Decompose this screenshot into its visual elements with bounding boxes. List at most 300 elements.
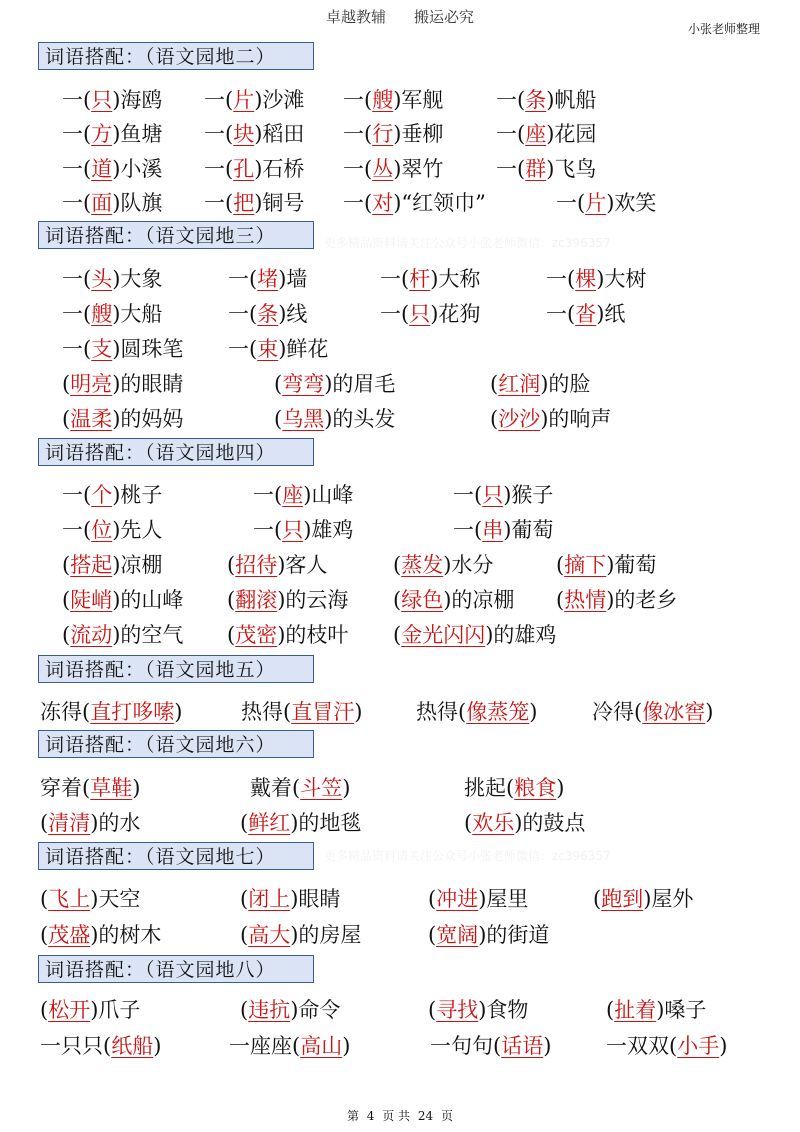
- answer-text: 直冒汗: [291, 700, 355, 724]
- prompt-text: )小溪: [112, 157, 163, 181]
- word-pair: [380, 262, 480, 296]
- word-pair: [62, 618, 183, 652]
- answer-text: 沙沙: [498, 407, 541, 431]
- prompt-text: ): [543, 1034, 552, 1058]
- prompt-text: )鲜花: [278, 337, 329, 361]
- prompt-text: )桃子: [112, 483, 163, 507]
- prompt-text: (: [490, 407, 499, 431]
- answer-text: 艘: [91, 302, 113, 326]
- answer-text: 对: [372, 191, 394, 215]
- answer-text: 陡峭: [70, 588, 113, 612]
- word-pair: [393, 548, 493, 582]
- answer-text: 头: [91, 267, 113, 291]
- prompt-text: (: [62, 372, 71, 396]
- footer-label: 页: [441, 1109, 454, 1123]
- answer-text: 只: [482, 483, 504, 507]
- prompt-text: 一(: [62, 267, 92, 291]
- prompt-text: )凉棚: [112, 553, 163, 577]
- word-pair: [62, 152, 162, 186]
- word-pair: [204, 83, 304, 117]
- answer-text: 摘下: [564, 553, 607, 577]
- section-title: 词语搭配：（语文园地二）: [38, 42, 314, 70]
- prompt-text: 一(: [204, 157, 234, 181]
- prompt-text: (: [40, 887, 49, 911]
- section-title: 词语搭配：（语文园地五）: [38, 655, 314, 683]
- watermark: 更多精品资料请关注公众号小张老师微信：zc396357: [324, 849, 611, 863]
- prompt-text: (: [240, 923, 249, 947]
- answer-text: 话语: [501, 1034, 544, 1058]
- prompt-text: (: [556, 553, 565, 577]
- prompt-text: )的街道: [478, 923, 550, 947]
- prompt-text: )食物: [478, 998, 529, 1022]
- exercise-row: [0, 297, 800, 331]
- prompt-text: )的眼睛: [112, 372, 184, 396]
- footer-page-number: 4: [366, 1109, 375, 1123]
- word-pair: [241, 695, 362, 729]
- prompt-text: )眼睛: [290, 887, 341, 911]
- word-pair: [204, 117, 304, 151]
- prompt-text: )的凉棚: [443, 588, 515, 612]
- word-pair: [227, 618, 348, 652]
- section-title: 词语搭配：（语文园地八）: [38, 955, 314, 983]
- answer-text: 片: [585, 191, 607, 215]
- prompt-text: )军舰: [393, 88, 444, 112]
- answer-text: 冲进: [436, 887, 479, 911]
- exercise-row: [0, 882, 800, 916]
- prompt-text: 一(: [253, 483, 283, 507]
- prompt-text: (: [428, 923, 437, 947]
- prompt-text: 冻得(: [40, 700, 91, 724]
- answer-text: 欢乐: [472, 811, 515, 835]
- answer-text: 位: [91, 518, 113, 542]
- prompt-text: )欢笑: [606, 191, 657, 215]
- prompt-text: (: [393, 623, 402, 647]
- answer-text: 翻滚: [235, 588, 278, 612]
- prompt-text: (: [40, 923, 49, 947]
- prompt-text: (: [240, 811, 249, 835]
- word-pair: [430, 1029, 551, 1063]
- prompt-text: 一(: [343, 191, 373, 215]
- prompt-text: )屋里: [478, 887, 529, 911]
- prompt-text: (: [606, 998, 615, 1022]
- exercise-row: [0, 1029, 800, 1063]
- exercise-row: [0, 367, 800, 401]
- prompt-text: )的空气: [112, 623, 184, 647]
- prompt-text: ): [354, 700, 363, 724]
- word-pair: [274, 402, 395, 436]
- prompt-text: )命令: [290, 998, 341, 1022]
- word-pair: [62, 367, 183, 401]
- word-pair: [229, 1029, 350, 1063]
- prompt-text: 一(: [62, 302, 92, 326]
- word-pair: [40, 882, 140, 916]
- exercise-row: [0, 513, 800, 547]
- answer-text: 斗笠: [300, 776, 343, 800]
- word-pair: [204, 186, 304, 220]
- word-pair: [40, 918, 161, 952]
- prompt-text: )的响声: [540, 407, 612, 431]
- prompt-text: 一(: [546, 267, 576, 291]
- prompt-text: 一(: [228, 337, 258, 361]
- prompt-text: (: [62, 623, 71, 647]
- prompt-text: (: [393, 588, 402, 612]
- prompt-text: (: [428, 998, 437, 1022]
- prompt-text: 一(: [496, 122, 526, 146]
- answer-text: 温柔: [70, 407, 113, 431]
- header-center-text: 搬运必究: [414, 8, 475, 26]
- prompt-text: )爪子: [90, 998, 141, 1022]
- answer-text: 像冰窖: [642, 700, 706, 724]
- exercise-row: [0, 186, 800, 220]
- prompt-text: ): [153, 1034, 162, 1058]
- footer-total-pages: 24: [417, 1109, 434, 1123]
- answer-text: 方: [91, 122, 113, 146]
- answer-text: 金光闪闪: [401, 623, 486, 647]
- answer-text: 粮食: [514, 776, 557, 800]
- word-pair: [240, 993, 340, 1027]
- prompt-text: )猴子: [503, 483, 554, 507]
- exercise-row: [0, 583, 800, 617]
- section-title: 词语搭配：（语文园地四）: [38, 438, 314, 466]
- page-footer: [0, 1107, 800, 1124]
- answer-text: 流动: [70, 623, 113, 647]
- answer-text: 宽阔: [436, 923, 479, 947]
- footer-label: 第: [346, 1109, 359, 1123]
- prompt-text: )的头发: [324, 407, 396, 431]
- prompt-text: )帆船: [546, 88, 597, 112]
- prompt-text: 一(: [343, 88, 373, 112]
- word-pair: [464, 806, 585, 840]
- word-pair: [343, 152, 443, 186]
- word-pair: [227, 583, 348, 617]
- answer-text: 鲜红: [248, 811, 291, 835]
- answer-text: 杆: [409, 267, 431, 291]
- prompt-text: (: [593, 887, 602, 911]
- prompt-text: )花园: [546, 122, 597, 146]
- section-title: 词语搭配：（语文园地三）: [38, 221, 314, 249]
- prompt-text: )屋外: [643, 887, 694, 911]
- exercise-row: [0, 806, 800, 840]
- prompt-text: )海鸥: [112, 88, 163, 112]
- prompt-text: )石桥: [254, 157, 305, 181]
- prompt-text: )水分: [443, 553, 494, 577]
- prompt-text: (: [428, 887, 437, 911]
- answer-text: 清清: [48, 811, 91, 835]
- word-pair: [62, 513, 162, 547]
- answer-text: 纸船: [111, 1034, 154, 1058]
- answer-text: 扯着: [614, 998, 657, 1022]
- answer-text: 群: [525, 157, 547, 181]
- prompt-text: ): [719, 1034, 728, 1058]
- prompt-text: 一(: [343, 122, 373, 146]
- word-pair: [453, 478, 553, 512]
- prompt-text: ): [342, 1034, 351, 1058]
- answer-text: 堵: [257, 267, 279, 291]
- word-pair: [593, 882, 693, 916]
- word-pair: [40, 695, 182, 729]
- prompt-text: 一(: [204, 191, 234, 215]
- prompt-text: )雄鸡: [303, 518, 354, 542]
- prompt-text: )的脸: [540, 372, 591, 396]
- word-pair: [428, 918, 549, 952]
- word-pair: [490, 367, 590, 401]
- prompt-text: (: [240, 998, 249, 1022]
- prompt-text: (: [240, 887, 249, 911]
- prompt-text: )大象: [112, 267, 163, 291]
- answer-text: 棵: [575, 267, 597, 291]
- exercise-row: [0, 83, 800, 117]
- prompt-text: )的水: [90, 811, 141, 835]
- prompt-text: 一(: [546, 302, 576, 326]
- prompt-text: )鱼塘: [112, 122, 163, 146]
- prompt-text: )的雄鸡: [485, 623, 557, 647]
- header-center: [0, 6, 800, 27]
- prompt-text: 冷得(: [592, 700, 643, 724]
- exercise-row: [0, 117, 800, 151]
- header-left-text: 卓越教辅: [325, 8, 386, 26]
- prompt-text: (: [490, 372, 499, 396]
- answer-text: 个: [91, 483, 113, 507]
- section-title: 词语搭配：（语文园地七）: [38, 842, 314, 870]
- word-pair: [606, 993, 706, 1027]
- prompt-text: 一(: [253, 518, 283, 542]
- answer-text: 块: [233, 122, 255, 146]
- answer-text: 明亮: [70, 372, 113, 396]
- answer-text: 丛: [372, 157, 394, 181]
- prompt-text: )纸: [596, 302, 626, 326]
- answer-text: 松开: [48, 998, 91, 1022]
- word-pair: [546, 262, 646, 296]
- word-pair: [496, 117, 596, 151]
- word-pair: [274, 367, 395, 401]
- prompt-text: 一(: [228, 302, 258, 326]
- answer-text: 串: [482, 518, 504, 542]
- prompt-text: 一只只(: [40, 1034, 112, 1058]
- exercise-row: [0, 771, 800, 805]
- prompt-text: ): [556, 776, 565, 800]
- answer-text: 座: [282, 483, 304, 507]
- word-pair: [253, 513, 353, 547]
- word-pair: [453, 513, 553, 547]
- exercise-row: [0, 262, 800, 296]
- word-pair: [62, 83, 162, 117]
- answer-text: 支: [91, 337, 113, 361]
- answer-text: 只: [91, 88, 113, 112]
- prompt-text: 一(: [62, 88, 92, 112]
- answer-text: 寻找: [436, 998, 479, 1022]
- answer-text: 艘: [372, 88, 394, 112]
- word-pair: [40, 806, 140, 840]
- exercise-row: [0, 695, 800, 729]
- answer-text: 小手: [677, 1034, 720, 1058]
- answer-text: 座: [525, 122, 547, 146]
- prompt-text: 一(: [62, 337, 92, 361]
- word-pair: [606, 1029, 727, 1063]
- answer-text: 茂盛: [48, 923, 91, 947]
- prompt-text: )葡萄: [606, 553, 657, 577]
- word-pair: [62, 186, 162, 220]
- prompt-text: )圆珠笔: [112, 337, 184, 361]
- word-pair: [228, 262, 307, 296]
- prompt-text: )“红领巾”: [393, 191, 486, 215]
- word-pair: [343, 83, 443, 117]
- prompt-text: (: [40, 998, 49, 1022]
- prompt-text: )铜号: [254, 191, 305, 215]
- prompt-text: 热得(: [416, 700, 467, 724]
- prompt-text: )的云海: [277, 588, 349, 612]
- exercise-row: [0, 402, 800, 436]
- answer-text: 搭起: [70, 553, 113, 577]
- prompt-text: 一座座(: [229, 1034, 301, 1058]
- answer-text: 弯弯: [282, 372, 325, 396]
- word-pair: [428, 993, 528, 1027]
- word-pair: [556, 186, 656, 220]
- word-pair: [62, 297, 162, 331]
- answer-text: 束: [257, 337, 279, 361]
- word-pair: [240, 882, 340, 916]
- prompt-text: )花狗: [430, 302, 481, 326]
- exercise-row: [0, 993, 800, 1027]
- answer-text: 飞上: [48, 887, 91, 911]
- word-pair: [250, 771, 350, 805]
- word-pair: [556, 548, 656, 582]
- answer-text: 草鞋: [90, 776, 133, 800]
- prompt-text: (: [40, 811, 49, 835]
- prompt-text: 挑起(: [464, 776, 515, 800]
- word-pair: [62, 117, 162, 151]
- prompt-text: 一(: [62, 122, 92, 146]
- answer-text: 红润: [498, 372, 541, 396]
- word-pair: [496, 152, 596, 186]
- prompt-text: )的鼓点: [514, 811, 586, 835]
- word-pair: [490, 402, 611, 436]
- prompt-text: 一(: [453, 518, 483, 542]
- prompt-text: ): [342, 776, 351, 800]
- prompt-text: )山峰: [303, 483, 354, 507]
- answer-text: 乌黑: [282, 407, 325, 431]
- prompt-text: 一(: [228, 267, 258, 291]
- word-pair: [62, 583, 183, 617]
- prompt-text: 一(: [556, 191, 586, 215]
- answer-text: 直打哆嗦: [90, 700, 175, 724]
- answer-text: 绿色: [401, 588, 444, 612]
- answer-text: 孔: [233, 157, 255, 181]
- prompt-text: (: [274, 407, 283, 431]
- prompt-text: )的妈妈: [112, 407, 184, 431]
- section-title: 词语搭配：（语文园地六）: [38, 730, 314, 758]
- answer-text: 条: [525, 88, 547, 112]
- word-pair: [393, 618, 556, 652]
- prompt-text: )稻田: [254, 122, 305, 146]
- answer-text: 片: [233, 88, 255, 112]
- word-pair: [62, 402, 183, 436]
- word-pair: [62, 548, 162, 582]
- prompt-text: (: [393, 553, 402, 577]
- answer-text: 条: [257, 302, 279, 326]
- word-pair: [428, 882, 528, 916]
- prompt-text: 一双双(: [606, 1034, 678, 1058]
- prompt-text: 一(: [453, 483, 483, 507]
- answer-text: 违抗: [248, 998, 291, 1022]
- prompt-text: ): [174, 700, 183, 724]
- word-pair: [40, 771, 140, 805]
- exercise-row: [0, 918, 800, 952]
- prompt-text: (: [227, 623, 236, 647]
- prompt-text: )大船: [112, 302, 163, 326]
- prompt-text: (: [464, 811, 473, 835]
- prompt-text: )的树木: [90, 923, 162, 947]
- prompt-text: )队旗: [112, 191, 163, 215]
- prompt-text: (: [227, 588, 236, 612]
- watermark: 更多精品资料请关注公众号小张老师微信：zc396357: [324, 236, 611, 250]
- prompt-text: )垂柳: [393, 122, 444, 146]
- exercise-row: [0, 152, 800, 186]
- answer-text: 把: [233, 191, 255, 215]
- prompt-text: )嗓子: [656, 998, 707, 1022]
- prompt-text: 一(: [496, 157, 526, 181]
- prompt-text: ): [529, 700, 538, 724]
- prompt-text: 戴着(: [250, 776, 301, 800]
- prompt-text: )的房屋: [290, 923, 362, 947]
- prompt-text: )的老乡: [606, 588, 678, 612]
- exercise-row: [0, 548, 800, 582]
- prompt-text: )线: [278, 302, 308, 326]
- answer-text: 面: [91, 191, 113, 215]
- prompt-text: (: [62, 407, 71, 431]
- word-pair: [62, 478, 162, 512]
- exercise-row: [0, 618, 800, 652]
- prompt-text: )墙: [278, 267, 308, 291]
- word-pair: [40, 993, 140, 1027]
- answer-text: 茂密: [235, 623, 278, 647]
- word-pair: [380, 297, 480, 331]
- prompt-text: )沙滩: [254, 88, 305, 112]
- prompt-text: 一(: [62, 483, 92, 507]
- answer-text: 行: [372, 122, 394, 146]
- prompt-text: 一(: [62, 157, 92, 181]
- word-pair: [343, 186, 486, 220]
- prompt-text: )天空: [90, 887, 141, 911]
- prompt-text: )的山峰: [112, 588, 184, 612]
- prompt-text: 一(: [380, 302, 410, 326]
- prompt-text: 一(: [204, 88, 234, 112]
- word-pair: [416, 695, 537, 729]
- prompt-text: ): [132, 776, 141, 800]
- exercise-row: [0, 478, 800, 512]
- word-pair: [496, 83, 596, 117]
- word-pair: [228, 297, 307, 331]
- prompt-text: 热得(: [241, 700, 292, 724]
- prompt-text: )大树: [596, 267, 647, 291]
- prompt-text: )大称: [430, 267, 481, 291]
- prompt-text: (: [227, 553, 236, 577]
- word-pair: [228, 332, 328, 366]
- footer-label: 页 共: [382, 1109, 411, 1123]
- word-pair: [343, 117, 443, 151]
- answer-text: 招待: [235, 553, 278, 577]
- answer-text: 闭上: [248, 887, 291, 911]
- prompt-text: )的地毯: [290, 811, 362, 835]
- prompt-text: (: [62, 553, 71, 577]
- answer-text: 高大: [248, 923, 291, 947]
- answer-text: 高山: [300, 1034, 343, 1058]
- word-pair: [592, 695, 713, 729]
- word-pair: [240, 918, 361, 952]
- prompt-text: (: [62, 588, 71, 612]
- word-pair: [393, 583, 514, 617]
- word-pair: [62, 262, 162, 296]
- prompt-text: 一(: [204, 122, 234, 146]
